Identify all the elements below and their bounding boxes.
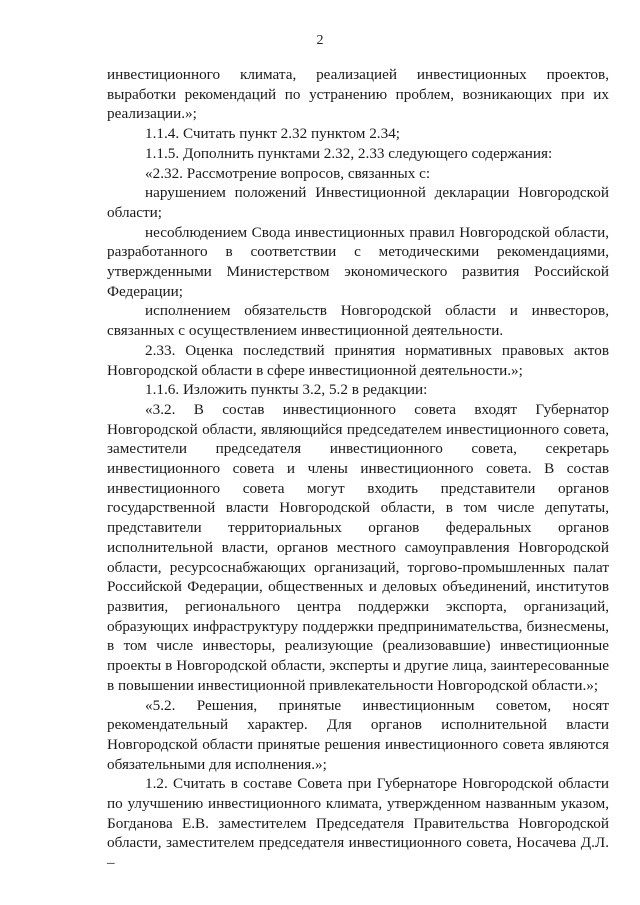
- paragraph-7: исполнением обязательств Новгородской области и инвесторов, связанных с осуществлением инвестиционной деятельности.: [107, 302, 609, 340]
- document-body: [107, 65, 609, 873]
- paragraph-3: 1.1.5. Дополнить пунктами 2.32, 2.33 следующего содержания:: [145, 144, 553, 162]
- page-number: 2: [316, 33, 324, 48]
- paragraph-4: «2.32. Рассмотрение вопросов, связанных с:: [145, 164, 431, 182]
- paragraph-10: «3.2. В состав инвестиционного совета входят Губернатор Новгородской области, являющийся председателем инвестиционного совета, заместители председателя инвестиционного совета, секретарь инвестиционного совета и члены инвестиционного совета. В состав инвестиционного совета могут входить представители органов государственной власти Новгородской области, в том числе депутаты, представители территориальных органов федеральных органов исполнительной власти, органов местного самоуправления Новгородской области, ресурсоснабжающих организаций, торгово-промышленных палат Российской Федерации, общественных и деловых объединений, институтов развития, регионального центра поддержки экспорта, организаций, образующих инфраструктуру поддержки предпринимательства, бизнесмены, в том числе инвесторы, реализующие (реализовавшие) инвестиционные проекты в Новгородской области, эксперты и другие лица, заинтересованные в повышении инвестиционной привлекательности Новгородской области.»;: [107, 400, 609, 694]
- paragraph-11: «5.2. Решения, принятые инвестиционным советом, носят рекомендательный характер. Для органов исполнительной власти Новгородской области принятые решения инвестиционного совета являются обязательными для исполнения.»;: [107, 696, 609, 773]
- paragraph-12: 1.2. Считать в составе Совета при Губернаторе Новгородской области по улучшению инвестиционного климата, утвержденном названным указом, Богданова Е.В. заместителем Председателя Правительства Новгородской области, заместителем председателя инвестиционного совета, Носачева Д.Л. –: [107, 775, 609, 872]
- paragraph-9: 1.1.6. Изложить пункты 3.2, 5.2 в редакции:: [145, 381, 428, 399]
- paragraph-8: 2.33. Оценка последствий принятия нормативных правовых актов Новгородской области в сфере инвестиционной деятельности.»;: [107, 341, 609, 379]
- paragraph-5: нарушением положений Инвестиционной декларации Новгородской области;: [107, 184, 609, 221]
- paragraph-1: инвестиционного климата, реализацией инвестиционных проектов, выработки рекомендаций по устранению проблем, возникающих при их реализации.»;: [107, 66, 609, 123]
- paragraph-6: несоблюдением Свода инвестиционных правил Новгородской области, разработанного в соответствии с методическими рекомендациями, утвержденными Министерством экономического развития Российской Федерации;: [107, 223, 609, 300]
- paragraph-2: 1.1.4. Считать пункт 2.32 пунктом 2.34;: [145, 125, 401, 143]
